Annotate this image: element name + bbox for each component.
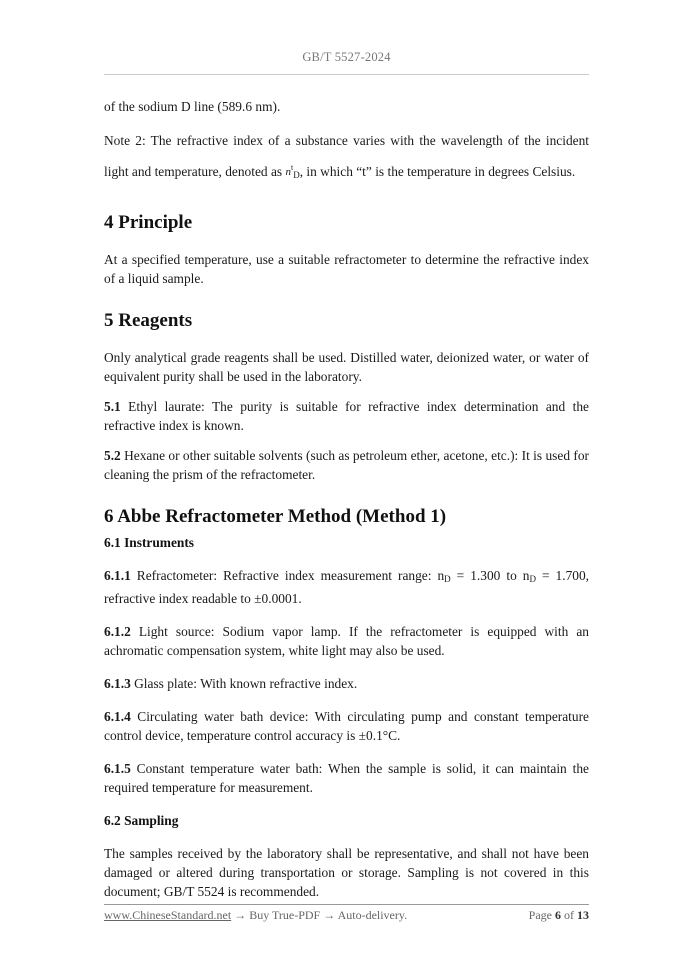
instrument-6-1-4: 6.1.4 Circulating water bath device: With circulating pump and constant temperature control device, temperature control accuracy is ±0.1°C. bbox=[104, 709, 589, 743]
instrument-6-1-5: 6.1.5 Constant temperature water bath: When the sample is solid, it can maintain the required temperature for measurement. bbox=[104, 761, 589, 795]
section-4-text: At a specified temperature, use a suitable refractometer to determine the refractive index of a liquid sample. bbox=[104, 252, 589, 286]
header-divider bbox=[104, 74, 589, 75]
section-5-text: Only analytical grade reagents shall be used. Distilled water, deionized water, or water of equivalent purity shall be used in the laboratory. bbox=[104, 350, 589, 384]
section-6-2-heading: 6.2 Sampling bbox=[104, 813, 179, 828]
section-5-heading: 5 Reagents bbox=[104, 310, 193, 331]
note-2-symbol: $n^t_D$ bbox=[285, 163, 300, 180]
footer-tagline: → Buy True-PDF → Auto-delivery. bbox=[231, 908, 408, 922]
reagent-5-2: 5.2 Hexane or other suitable solvents (such as petroleum ether, acetone, etc.): It is used for cleaning the prism of the refractometer. bbox=[104, 448, 589, 482]
paragraph-sodium-line: of the sodium D line (589.6 nm). bbox=[104, 99, 281, 114]
page-content bbox=[104, 97, 589, 901]
note-2 bbox=[104, 127, 589, 189]
section-6-2-text: The samples received by the laboratory shall be representative, and shall not have been damaged or altered during transportation or storage. Sampling is not covered in this document; GB/T 5524 is recommended. bbox=[104, 846, 589, 899]
instrument-6-1-1: 6.1.1 Refractometer: Refractive index measurement range: $n_D = 1.300$ to $n_D = 1.700$, refractive index readable to ±0.0001. bbox=[104, 568, 590, 606]
reagent-5-1: 5.1 Ethyl laurate: The purity is suitable for refractive index determination and the refractive index is known. bbox=[104, 399, 589, 433]
footer-divider bbox=[104, 904, 589, 905]
section-4-heading: 4 Principle bbox=[104, 212, 193, 233]
footer-promo bbox=[104, 908, 407, 923]
section-6-1-heading: 6.1 Instruments bbox=[104, 535, 195, 550]
instrument-6-1-3: 6.1.3 Glass plate: With known refractive index. bbox=[104, 676, 358, 691]
page-footer bbox=[104, 908, 589, 923]
website-link[interactable]: www.ChineseStandard.net bbox=[104, 908, 232, 922]
instrument-6-1-2: 6.1.2 Light source: Sodium vapor lamp. If the refractometer is equipped with an achromatic compensation system, white light may also be used. bbox=[104, 624, 589, 658]
section-6-heading: 6 Abbe Refractometer Method (Method 1) bbox=[104, 506, 447, 527]
note-2-text-b: , in which “t” is the temperature in degrees Celsius. bbox=[299, 164, 576, 179]
page-number: Page 6 of 13 bbox=[528, 908, 589, 922]
page-header: GB/T 5527-2024 bbox=[302, 50, 391, 64]
note-2-text-a: Note 2: The refractive index of a substance varies with the wavelength of the incident light and temperature, denoted as bbox=[104, 133, 589, 179]
